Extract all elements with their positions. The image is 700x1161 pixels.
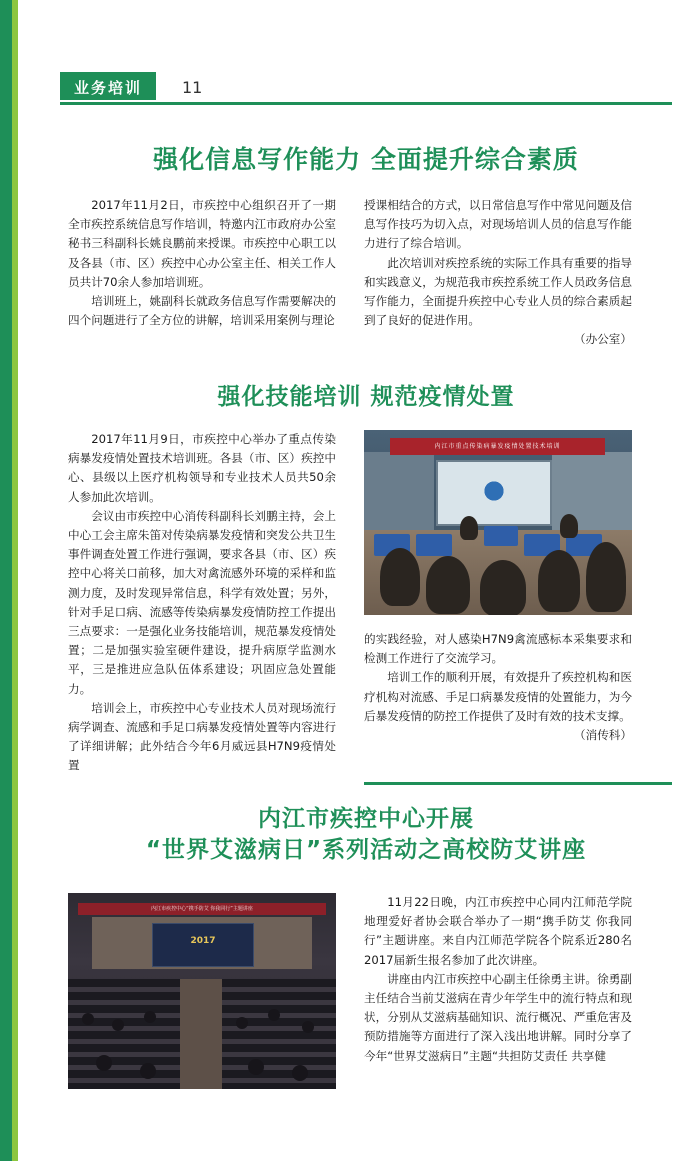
article-3-divider (364, 782, 672, 785)
paragraph: 11月22日晚，内江市疾控中心同内江师范学院地理爱好者协会联合举办了一期“携手防艾 你我同行”主题讲座。来自内江师范学院各个院系近280名2017届新生报名参加了此次讲座。 (364, 895, 632, 967)
article-1-signature: （办公室） (574, 332, 632, 347)
screen-year-text: 2017 (190, 936, 216, 946)
page-edge-bar (0, 0, 18, 1161)
attendee (460, 516, 478, 540)
attendee (560, 514, 578, 538)
attendee (426, 556, 470, 614)
audience-member (268, 1009, 280, 1021)
audience-member (112, 1019, 124, 1031)
paragraph: 此次培训对疾控系统的实际工作具有重要的指导和实践意义，为规范我市疾控系统工作人员政务信息写作能力，全面提升疾控中心专业人员的综合素质起到了良好的促进作用。 (364, 255, 632, 328)
article-3-title-line-2: “世界艾滋病日”系列活动之高校防艾讲座 (145, 837, 587, 863)
section-label: 业务培训 (60, 72, 156, 100)
article-2-title: 强化技能培训 规范疫情处置 (217, 384, 515, 410)
paragraph: 的实践经验，对人感染H7N9禽流感标本采集要求和检测工作进行了交流学习。 (364, 632, 632, 666)
photo-banner-text: 内江市重点传染病暴发疫情处置技术培训 (390, 438, 605, 455)
audience-member (292, 1065, 308, 1081)
paragraph: 培训班上，姚副科长就政务信息写作需要解决的四个问题进行了全方位的讲解，培训采用案例与理论 (68, 294, 336, 328)
paragraph: 会议由市疾控中心消传科副科长刘鹏主持，会上中心工会主席朱笛对传染病暴发疫情和突发公共卫生事件调查处置工作进行强调，要求各县（市、区）疾控中心将关口前移，加大对禽流感外环境的采样和监测力度，及时发现异常信息，科学有效处置；另外，针对手足口病、流感等传染病暴发疫情防控工作提出三点要求：一是强化业务技能培训，规范暴发疫情处置；二是加强实验室硬件建设，提升病原学监测水平，三是推进应急队伍体系建设；巩固应急处置能力。 (68, 508, 336, 696)
page-number: 11 (182, 78, 203, 97)
chair (416, 534, 452, 556)
paragraph: 2017年11月2日，市疾控中心组织召开了一期全市疾控系统信息写作培训，特邀内江市政府办公室秘书三科副科长姚良鹏前来授课。市疾控中心职工以及各县（市、区）疾控中心办公室主任、相关工作人员共计70余人参加培训班。 (68, 198, 336, 289)
audience-member (96, 1055, 112, 1071)
training-room-photo (364, 430, 632, 615)
audience-member (302, 1021, 314, 1033)
audience-member (140, 1063, 156, 1079)
header-divider (60, 102, 672, 105)
paragraph: 讲座由内江市疾控中心副主任徐勇主讲。徐勇副主任结合当前艾滋病在青少年学生中的流行特点和现状，分别从艾滋病基础知识、流行概况、严重危害及预防措施等方面进行了深入浅出地讲解。同时分享了今年“世界艾滋病日”主题“共担防艾责任 共享健 (364, 971, 632, 1063)
attendee (538, 550, 580, 612)
audience-member (248, 1059, 264, 1075)
attendee (586, 542, 626, 612)
screen-logo-icon (476, 480, 512, 502)
paragraph: 培训会上，市疾控中心专业技术人员对现场流行病学调查、流感和手足口病暴发疫情处置等内容进行了详细讲解；此外结合今年6月威远县H7N9疫情处置 (68, 700, 336, 773)
chair (484, 526, 518, 546)
attendee (380, 548, 420, 606)
audience-member (236, 1017, 248, 1029)
audience-seating-left (68, 979, 180, 1089)
photo-banner-text: 内江市疾控中心“携手防艾 你我同行”主题讲座 (78, 903, 326, 915)
audience-seating-right (222, 979, 336, 1089)
article-2-signature: （消传科） (574, 728, 632, 743)
lecture-hall-photo (68, 893, 336, 1089)
article-1-column-2 (364, 196, 632, 350)
audience-member (82, 1013, 94, 1025)
article-1-title: 强化信息写作能力 全面提升综合素质 (153, 145, 579, 174)
photo-wall-left (364, 452, 434, 530)
projector-screen (436, 460, 552, 526)
article-2-column-1 (68, 430, 336, 776)
page-edge-bar-accent (12, 0, 18, 1161)
stage-screen (152, 923, 254, 967)
article-3-title-line-1: 内江市疾控中心开展 (258, 806, 474, 832)
paragraph: 授课相结合的方式，以日常信息写作中常见问题及信息写作技巧为切入点，对现场培训人员的信息写作能力进行了综合培训。 (364, 198, 632, 251)
paragraph: 培训工作的顺利开展，有效提升了疾控机构和医疗机构对流感、手足口病暴发疫情的处置能力，为今后暴发疫情的防控工作提供了及时有效的技术支撑。 (364, 670, 632, 723)
audience-member (144, 1011, 156, 1023)
paragraph: 2017年11月9日，市疾控中心举办了重点传染病暴发疫情处置技术培训班。各县（市、区）疾控中心、县级以上医疗机构领导和专业技术人员共50余人参加此次培训。 (68, 432, 336, 504)
article-3-column-2 (364, 893, 632, 1066)
article-1-column-1 (68, 196, 336, 330)
attendee (480, 560, 526, 615)
center-aisle (180, 979, 222, 1089)
page-header (60, 72, 672, 106)
article-2-column-2 (364, 630, 632, 745)
